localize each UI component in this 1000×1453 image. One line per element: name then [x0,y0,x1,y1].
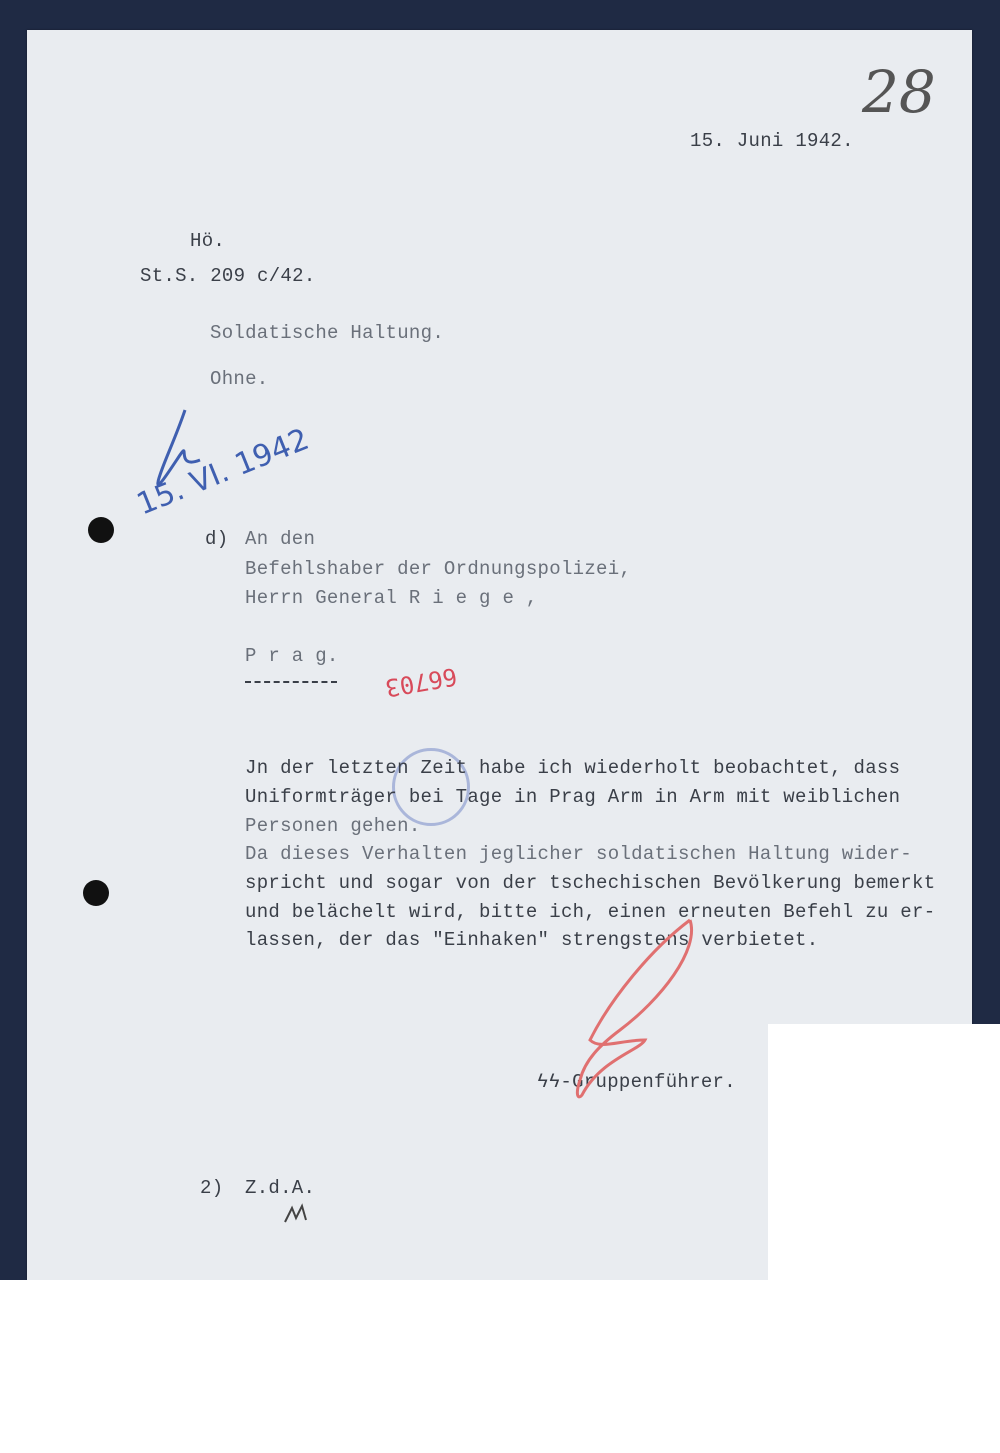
signature-title: ϟϟ-Gruppenführer. [537,1071,736,1093]
body-line-6: und belächelt wird, bitte ich, einen erneuten Befehl zu er- [245,901,936,923]
receipt-stamp-date: 15. VI. 1942 [132,421,314,523]
item2-marker: 2) [200,1177,224,1199]
body-line-2: Uniformträger bei Tage in Prag Arm in Arm mit weiblichen [245,786,901,808]
red-stamp-number: 66703 [383,661,460,703]
addressee-line1: An den [245,528,316,550]
red-signature-mark [577,920,691,1097]
reference-initials: Hö. [190,230,226,252]
body-line-5: spricht und sogar von der tschechischen Bevölkerung bemerkt [245,872,936,894]
body-line-1: Jn der letzten Zeit habe ich wiederholt beobachtet, dass [245,757,901,779]
blue-initial-mark [158,410,200,485]
document-date: 15. Juni 1942. [690,130,854,152]
addressee-line3: Herrn General R i e g e , [245,587,538,609]
addressee-marker: d) [205,528,229,550]
addressee-line2: Befehlshaber der Ordnungspolizei, [245,558,632,580]
body-line-4: Da dieses Verhalten jeglicher soldatischen Haltung wider- [245,843,913,865]
addressee-city: P r a g. [245,645,339,667]
body-line-7: lassen, der das "Einhaken" strengstens verbietet. [245,929,819,951]
body-line-3: Personen gehen. [245,815,421,837]
small-initials-mark [285,1206,306,1222]
attachments-line: Ohne. [210,368,269,390]
pencil-page-number: 28 [862,58,936,126]
subject-line: Soldatische Haltung. [210,322,445,344]
reference-number: St.S. 209 c/42. [140,265,316,287]
item2-text: Z.d.A. [245,1177,316,1199]
